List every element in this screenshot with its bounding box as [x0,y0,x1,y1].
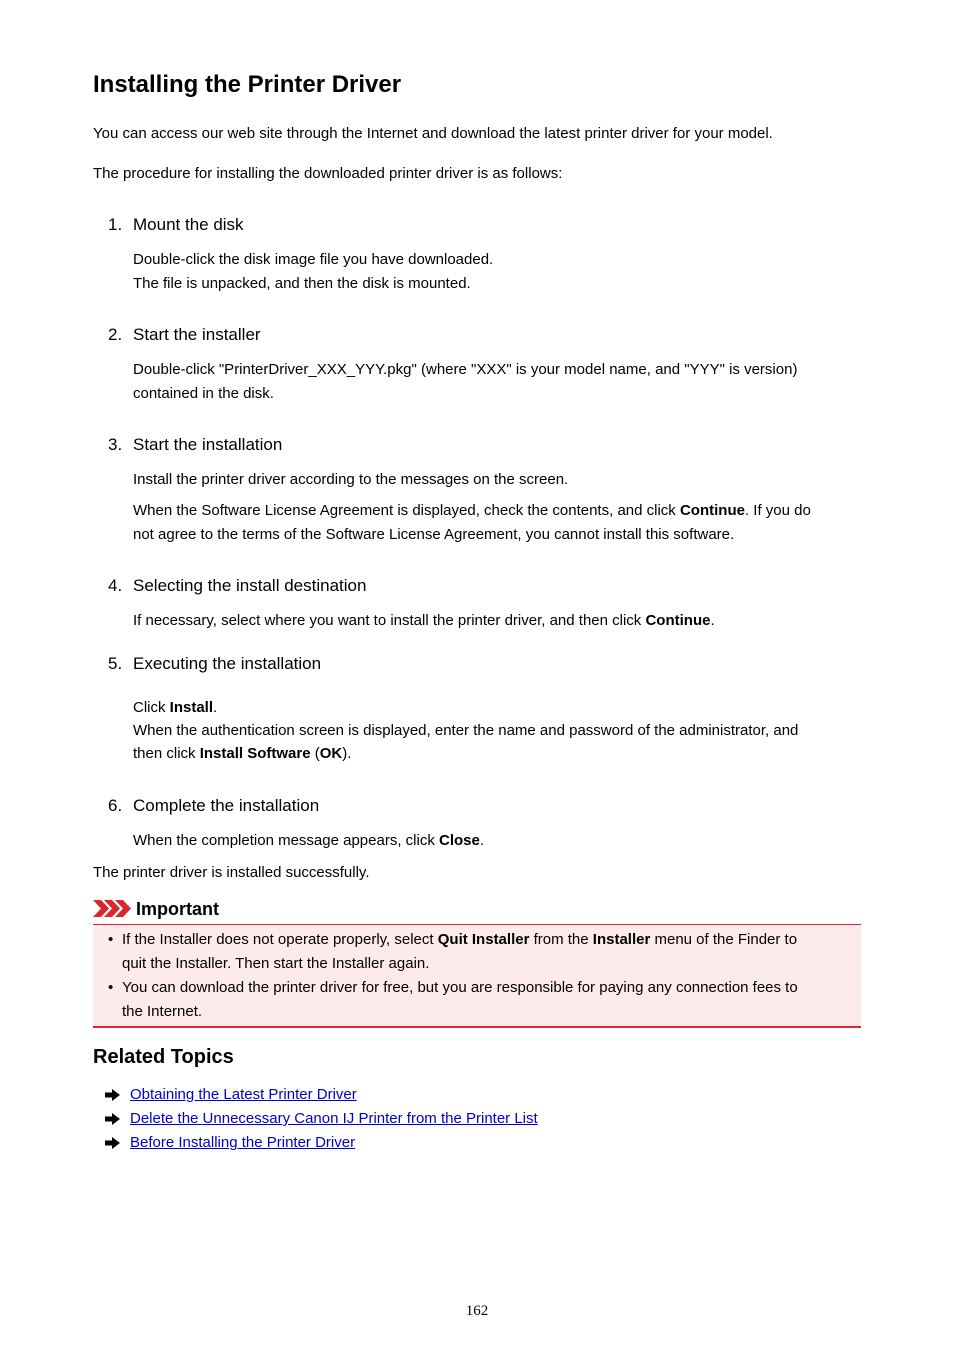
step-number: 3. [108,435,123,454]
related-topics-heading: Related Topics [93,1046,234,1068]
step-line: Click Install. [133,699,218,716]
step-title: Start the installer [133,325,261,344]
install-software-label: Install Software [199,745,311,762]
step-line: When the completion message appears, click Close. [133,832,485,849]
step-number: 6. [108,796,123,815]
outro-paragraph: The printer driver is installed successfully. [93,864,370,881]
installer-label: Installer [592,931,651,948]
link-before-installing[interactable]: Before Installing the Printer Driver [130,1134,356,1151]
intro-paragraph-1: You can access our web site through the Internet and download the latest printer driver for your model. [93,125,773,142]
step-title: Executing the installation [133,654,322,673]
step-line: Double-click the disk image file you have downloaded. [133,251,494,268]
continue-label: Continue [645,612,711,629]
step-line: When the authentication screen is displayed, enter the name and password of the administrator, and [133,722,799,739]
important-label: Important [136,899,219,919]
step-title: Complete the installation [133,796,320,815]
step-line: contained in the disk. [133,385,274,402]
important-box [93,924,861,1028]
step-line: The file is unpacked, and then the disk is mounted. [133,275,471,292]
bullet: • [108,979,114,996]
ok-label: OK [319,745,343,762]
step-line: If necessary, select where you want to install the printer driver, and then click Continue. [133,612,715,629]
important-arrows-icon [93,900,133,917]
step-title: Mount the disk [133,215,244,234]
step-number: 1. [108,215,123,234]
step-number: 4. [108,576,123,595]
step-line: When the Software License Agreement is displayed, check the contents, and click Continue. If you do [133,502,811,519]
continue-label: Continue [679,502,745,519]
install-label: Install [169,699,214,716]
step-body [133,358,853,406]
step-number: 2. [108,325,123,344]
arrow-right-icon [105,1089,120,1101]
link-obtaining-latest-driver[interactable]: Obtaining the Latest Printer Driver [130,1086,357,1103]
bullet: • [108,931,114,948]
link-delete-unnecessary-printer[interactable]: Delete the Unnecessary Canon IJ Printer from the Printer List [130,1110,538,1127]
step-line: Install the printer driver according to the messages on the screen. [133,471,569,488]
step-line: then click Install Software (OK). [133,745,352,762]
important-item: • If the Installer does not operate properly, select Quit Installer from the Installer menu of the Finder to quit the Installer. Then start the Installer again. [108,928,848,976]
arrow-right-icon [105,1113,120,1125]
intro-paragraph-2: The procedure for installing the downloaded printer driver is as follows: [93,165,563,182]
quit-installer-label: Quit Installer [437,931,530,948]
step-line: Double-click "PrinterDriver_XXX_YYY.pkg" (where "XXX" is your model name, and "YYY" is version) [133,361,798,378]
important-header [93,896,861,922]
page-number: 162 [465,1303,489,1319]
step-body [133,696,853,765]
step-number: 5. [108,654,123,673]
page-title: Installing the Printer Driver [93,71,402,98]
step-title: Selecting the install destination [133,576,367,595]
step-body [133,248,853,296]
arrow-right-icon [105,1137,120,1149]
close-label: Close [438,832,480,849]
important-item: • You can download the printer driver for free, but you are responsible for paying any connection fees to the Internet. [108,976,848,1024]
step-title: Start the installation [133,435,283,454]
step-body [133,829,853,853]
step-line: not agree to the terms of the Software License Agreement, you cannot install this software. [133,526,735,543]
step-body [133,468,853,547]
step-body [133,609,853,633]
